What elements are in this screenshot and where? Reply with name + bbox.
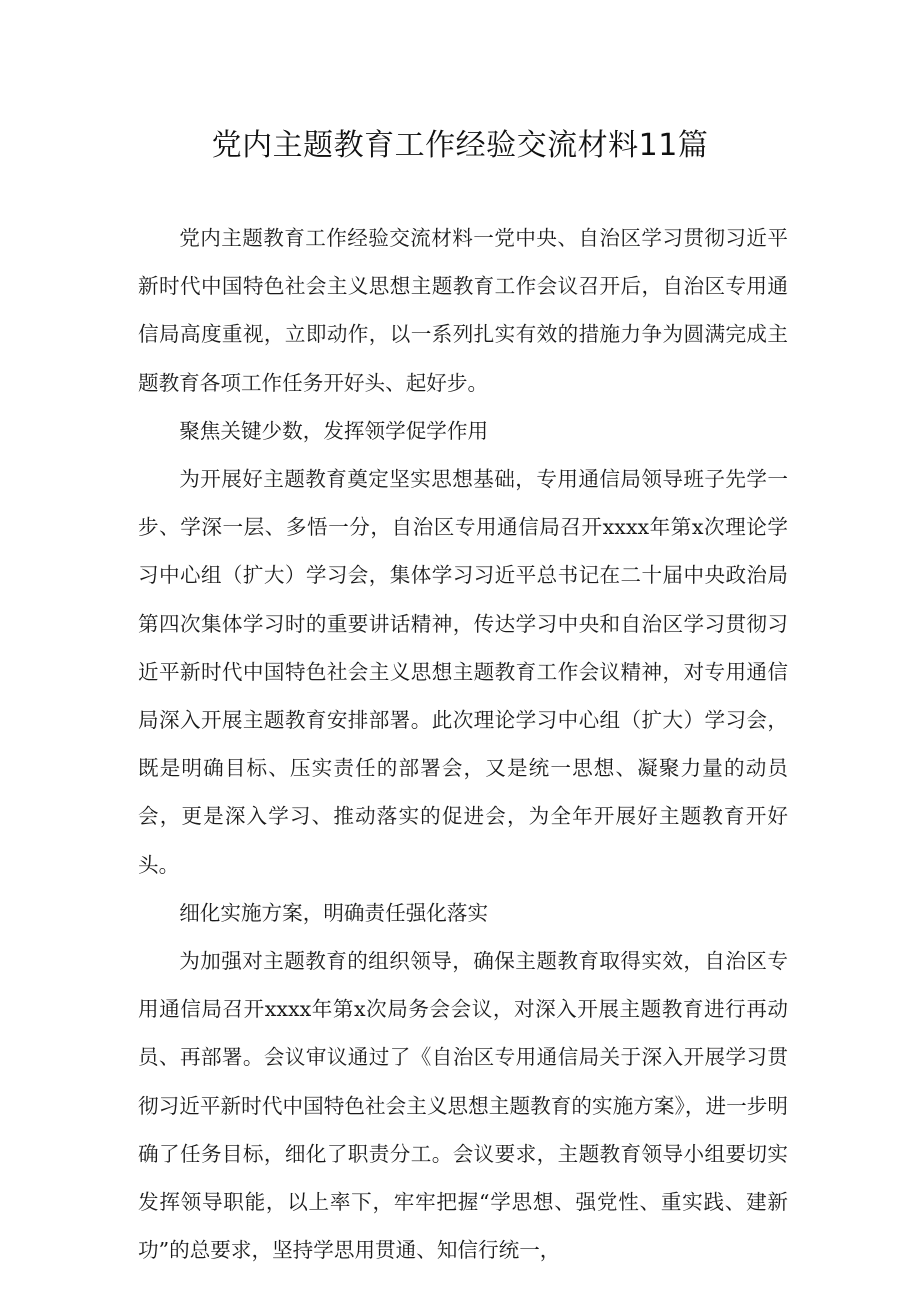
paragraph-intro: 党内主题教育工作经验交流材料一党中央、自治区学习贯彻习近平新时代中国特色社会主义思想主题教育工作会议召开后，自治区专用通信局高度重视，立即动作，以一系列扎实有效的措施力争为圆满完成主题教育各项工作任务开好头、起好步。 xyxy=(138,226,788,395)
document-body xyxy=(138,214,788,1274)
paragraph-study: 为开展好主题教育奠定坚实思想基础，专用通信局领导班子先学一步、学深一层、多悟一分，自治区专用通信局召开xxxx年第x次理论学习中心组（扩大）学习会，集体学习习近平总书记在二十届中央政治局第四次集体学习时的重要讲话精神，传达学习中央和自治区学习贯彻习近平新时代中国特色社会主义思想主题教育工作会议精神，对专用通信局深入开展主题教育安排部署。此次理论学习中心组（扩大）学习会，既是明确目标、压实责任的部署会，又是统一思想、凝聚力量的动员会，更是深入学习、推动落实的促进会，为全年开展好主题教育开好头。 xyxy=(138,467,788,877)
paragraph-plan: 为加强对主题教育的组织领导，确保主题教育取得实效，自治区专用通信局召开xxxx年第x次局务会会议，对深入开展主题教育进行再动员、再部署。会议审议通过了《自治区专用通信局关于深入开展学习贯彻习近平新时代中国特色社会主义思想主题教育的实施方案》，进一步明确了任务目标，细化了职责分工。会议要求，主题教育领导小组要切实发挥领导职能，以上率下，牢牢把握“学思想、强党性、重实践、建新功”的总要求，坚持学思用贯通、知信行统一， xyxy=(138,949,788,1263)
document-title: 党内主题教育工作经验交流材料11篇 xyxy=(211,128,709,163)
section-heading-plan: 细化实施方案，明确责任强化落实 xyxy=(179,900,489,925)
section-heading-focus: 聚焦关键少数，发挥领学促学作用 xyxy=(179,418,489,443)
